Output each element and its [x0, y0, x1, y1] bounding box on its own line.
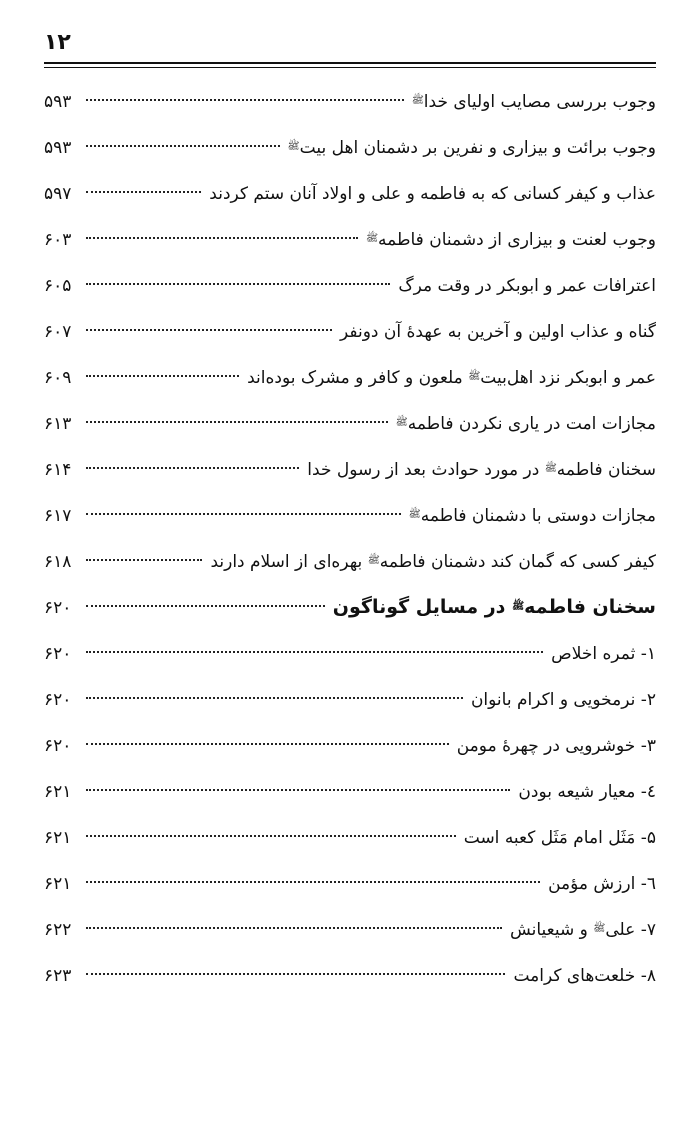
- toc-entry[interactable]: [44, 676, 656, 722]
- toc-entry-title-suffix: بهره‌ای از اسلام دارند: [210, 552, 368, 572]
- toc-entry-title-text: ۳- خوشرویی در چهرهٔ مومن: [456, 736, 656, 756]
- honorific-glyph: ﷺ: [544, 463, 557, 474]
- toc-entry-page-number: ۶۰۵: [44, 276, 72, 296]
- honorific-glyph: ﷺ: [408, 509, 421, 520]
- toc-entry-title-text: ۱- ثمره اخلاص: [551, 644, 656, 664]
- dot-leader: [86, 99, 404, 101]
- toc-entry-title-text: عمر و ابوبکر نزد اهل‌بیت: [480, 368, 656, 388]
- toc-entry-title-text: ۵- مَثَل امام مَثَل کعبه است: [463, 828, 656, 848]
- toc-entry[interactable]: [44, 446, 656, 492]
- toc-entry-page-number: ۶۱۴: [44, 460, 72, 480]
- toc-entry-title: [205, 170, 656, 217]
- toc-entry[interactable]: [44, 262, 656, 308]
- toc-entry[interactable]: [44, 492, 656, 538]
- toc-entry-title-text: وجوب لعنت و بیزاری از دشمنان فاطمه: [378, 230, 656, 250]
- dot-leader: [86, 375, 239, 377]
- honorific-glyph: ﷺ: [468, 371, 481, 382]
- dot-leader: [86, 237, 358, 239]
- dot-leader: [86, 513, 401, 515]
- honorific-glyph: ﷺ: [593, 923, 606, 934]
- toc-entry-page-number: ۶۲۰: [44, 644, 72, 664]
- dot-leader: [86, 973, 505, 975]
- toc-entry-title: [362, 216, 656, 263]
- toc-entry-page-number: ۶۱۸: [44, 552, 72, 572]
- honorific-glyph: ﷺ: [512, 601, 525, 612]
- honorific-glyph: ﷺ: [367, 555, 380, 566]
- toc-entry-title-text: سخنان فاطمه: [524, 596, 656, 618]
- toc-entry[interactable]: [44, 768, 656, 814]
- toc-entry-page-number: ۶۲۱: [44, 828, 72, 848]
- honorific-glyph: ﷺ: [365, 233, 379, 244]
- dot-leader: [86, 191, 201, 193]
- toc-entry-title-suffix: در مسایل گوناگون: [332, 596, 513, 618]
- toc-entry[interactable]: [44, 354, 656, 400]
- toc-entry-title-text: وجوب بررسی مصایب اولیای خدا: [423, 92, 656, 112]
- dot-leader: [86, 559, 202, 561]
- toc-entry-title: [467, 676, 656, 723]
- toc-entry-title: [329, 584, 656, 630]
- dot-leader: [86, 329, 332, 331]
- toc-entry[interactable]: [44, 952, 656, 998]
- header-rule-thin: [44, 67, 656, 68]
- toc-entry-page-number: ۶۲۲: [44, 920, 72, 940]
- toc-entry-page-number: ۵۹۳: [44, 92, 72, 112]
- honorific-glyph: ﷺ: [395, 417, 408, 428]
- toc-entry-page-number: ۶۱۳: [44, 414, 72, 434]
- toc-entry-title: [514, 768, 656, 815]
- dot-leader: [86, 145, 280, 147]
- dot-leader: [86, 467, 299, 469]
- toc-entry-page-number: ۶۰۳: [44, 230, 72, 250]
- honorific-glyph: ﷺ: [411, 95, 424, 106]
- toc-entry-page-number: ۶۲۰: [44, 598, 72, 618]
- toc-entry[interactable]: [44, 124, 656, 170]
- toc-entry-page-number: ۶۱۷: [44, 506, 72, 526]
- toc-entry-page-number: ۶۲۰: [44, 690, 72, 710]
- toc-entry[interactable]: [44, 630, 656, 676]
- toc-entry[interactable]: [44, 400, 656, 446]
- toc-entry-title-text: عذاب و کیفر کسانی که به فاطمه و علی و اولاد آنان ستم کردند: [209, 184, 656, 204]
- honorific-glyph: ﷺ: [287, 141, 300, 152]
- toc-section-heading[interactable]: [44, 584, 656, 630]
- toc-entry-page-number: ۶۲۰: [44, 736, 72, 756]
- toc-entry[interactable]: [44, 170, 656, 216]
- toc-entry-title: [336, 308, 656, 355]
- toc-entry-title: [408, 78, 656, 125]
- toc-entry-title: [509, 952, 656, 999]
- toc-entry-title: [394, 262, 656, 309]
- toc-entry-title: [453, 722, 656, 769]
- toc-entry-title-text: ۷- علی: [605, 920, 656, 940]
- toc-entry-page-number: ۶۰۹: [44, 368, 72, 388]
- toc-entry[interactable]: [44, 860, 656, 906]
- page-number: ۱۲: [44, 30, 71, 55]
- toc-entry-page-number: ۶۰۷: [44, 322, 72, 342]
- toc-entry[interactable]: [44, 906, 656, 952]
- toc-entry-title: [544, 860, 656, 907]
- dot-leader: [86, 927, 502, 929]
- toc-entry-title: [392, 400, 656, 447]
- toc-entry-title: [303, 446, 656, 493]
- toc-entry-page-number: ۵۹۷: [44, 184, 72, 204]
- dot-leader: [86, 835, 456, 837]
- dot-leader: [86, 651, 543, 653]
- toc-entry-page-number: ۶۲۱: [44, 874, 72, 894]
- toc-entry-title-text: گناه و عذاب اولین و آخرین به عهدهٔ آن دونفر: [340, 322, 656, 342]
- dot-leader: [86, 697, 463, 699]
- toc-entry-title-text: ۸- خلعت‌های کرامت: [513, 966, 656, 986]
- toc-entry-page-number: ۵۹۳: [44, 138, 72, 158]
- toc-entry[interactable]: [44, 538, 656, 584]
- toc-entry-title: [243, 354, 656, 401]
- toc-entry-title: [206, 538, 656, 585]
- toc-entry-title-text: مجازات امت در یاری نکردن فاطمه: [407, 414, 656, 434]
- toc-entry-title-text: وجوب برائت و بیزاری و نفرین بر دشمنان اهل بیت: [299, 138, 656, 158]
- toc-entry-title: [284, 124, 656, 171]
- dot-leader: [86, 421, 388, 423]
- toc-entry-title: [460, 814, 656, 861]
- toc-entry-title: [547, 630, 656, 677]
- toc-entry-title-text: کیفر کسی که گمان کند دشمنان فاطمه: [379, 552, 656, 572]
- toc-entry-title: [405, 492, 656, 539]
- toc-entry-page-number: ۶۲۳: [44, 966, 72, 986]
- toc-entry[interactable]: [44, 308, 656, 354]
- toc-entry-title-text: ۲- نرمخویی و اکرام بانوان: [470, 690, 656, 710]
- toc-entry-title-text: ٦- ارزش مؤمن: [548, 874, 656, 894]
- toc-entry-title-suffix: ملعون و کافر و مشرک بوده‌اند: [247, 368, 469, 388]
- dot-leader: [86, 881, 540, 883]
- toc-entry-title-text: مجازات دوستی با دشمنان فاطمه: [420, 506, 656, 526]
- toc-entry[interactable]: [44, 814, 656, 860]
- dot-leader: [86, 605, 325, 607]
- toc-entry-title-text: سخنان فاطمه: [556, 460, 656, 480]
- toc-entry-title-text: اعترافات عمر و ابوبکر در وقت مرگ: [398, 276, 656, 296]
- dot-leader: [86, 283, 390, 285]
- toc-entry-title-suffix: و شیعیانش: [509, 920, 594, 940]
- dot-leader: [86, 743, 449, 745]
- toc-entry-title-text: ٤- معیار شیعه بودن: [518, 782, 656, 802]
- toc-entry[interactable]: [44, 216, 656, 262]
- toc-entry-page-number: ۶۲۱: [44, 782, 72, 802]
- toc-entry[interactable]: [44, 78, 656, 124]
- header-rule: [44, 62, 656, 64]
- toc-entry-title-suffix: در مورد حوادث بعد از رسول خدا: [307, 460, 545, 480]
- toc-entry[interactable]: [44, 722, 656, 768]
- toc-entry-title: [506, 906, 656, 953]
- table-of-contents: [44, 78, 656, 998]
- dot-leader: [86, 789, 510, 791]
